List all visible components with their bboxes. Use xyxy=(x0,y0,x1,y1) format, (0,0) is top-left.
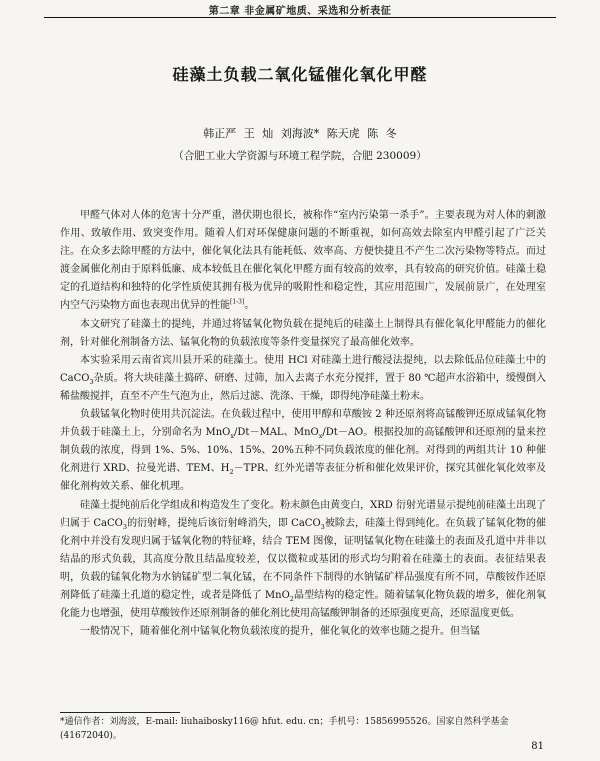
affiliation: （合肥工业大学资源与环境工程学院，合肥 230009） xyxy=(173,150,427,162)
paragraph-text: /Dt－MAL、MnO xyxy=(234,427,319,439)
subscript: 2 xyxy=(289,594,294,603)
paragraph-6 xyxy=(60,623,546,641)
paragraph-text: 本实验采用云南省宾川县开采的硅藻土。使用 HCl 对硅藻土进行酸浸法提纯，以去除低品位硅藻土中的 CaCO xyxy=(60,354,546,384)
paragraph-text: 负载锰氧化物时使用共沉淀法。在负载过程中，使用甲醇和草酸铵 2 种还原剂将高锰酸钾还原成锰氧化物并负载于硅藻土上，分别命名为 MnO xyxy=(60,409,546,439)
footnote: *通信作者：刘海波，E-mail: liuhaibosky116@ hfut. edu. cn；手机号：15856995526。国家自然科学基金(41672040)。 xyxy=(60,717,509,741)
paper-title: 硅藻土负载二氧化锰催化氧化甲醛 xyxy=(172,65,428,84)
paragraph-3 xyxy=(60,352,546,406)
subscript: 3 xyxy=(89,377,94,386)
paragraph-text: 甲醛气体对人体的危害十分严重，潜伏期也很长，被称作“室内污染第一杀手”。主要表现为对人体的刺激作用、致敏作用、致突变作用。随着人们对环保健康问题的不断重视，如何高效去除室内甲醛引起了广泛关注。在众多去除甲醛的方法中，催化氧化法具有能耗低、效率高、方便快捷且不产生二次污染物等特点。而过渡金属催化剂由于原料低廉、成本较低且在催化氧化甲醛方面有较高的效率，具有较高的研究价值。硅藻土稳定的孔道结构和独特的化学性质使其拥有极为优异的吸附性和稳定性，其应用范围广，发展前景广，在处理室内空气污染物方面也表现出优异的性能 xyxy=(60,210,546,312)
paragraph-5 xyxy=(60,497,546,624)
footnote-rule xyxy=(60,712,180,713)
paragraph-text: 晶型结构的稳定性。随着锰氧化物负载的增多，催化剂氧化能力也增强，使用草酸铵作还原剂制备的催化剂比使用高锰酸钾制备的还原强度更高，还原温度更低。 xyxy=(60,589,547,620)
header-rule xyxy=(44,17,556,18)
paragraph-2 xyxy=(60,316,546,352)
subscript: 3 xyxy=(122,522,128,531)
paragraph-text: /Dt－AO。根据投加的高锰酸钾和还原剂的量来控制负载的浓度，得到 1%、5%、10%、15%、20%五种不同负载浓度的催化剂。对得到的两组共计 10 种催化剂进行 XRD、拉曼光谱、TEM、H xyxy=(60,427,547,475)
body-text xyxy=(60,207,546,641)
subscript: x xyxy=(230,432,235,441)
paragraph-text: 杂质。将大块硅藻土捣碎、研磨、过筛，加入去离子水充分搅拌，置于 80 ℃超声水浴箱中，缓慢倒入稀盐酸搅拌，直至不产生气泡为止，然后过滤、洗涤、干燥，即得纯净硅藻土粉末。 xyxy=(60,372,546,402)
paragraph-1 xyxy=(60,207,546,316)
paragraph-text: 硅藻土提纯前后化学组成和构造发生了变化。粉末颜色由黄变白，XRD 衍射光谱显示提纯前硅藻土出现了归属于 CaCO xyxy=(60,499,546,529)
subscript: 2 xyxy=(229,468,234,477)
author-list: 韩正严 王 灿 刘海波* 陈天虎 陈 冬 xyxy=(203,127,397,140)
paragraph-text: 本文研究了硅藻土的提纯，并通过将锰氧化物负载在提纯后的硅藻土上制得具有催化氧化甲醛能力的催化剂，针对催化剂制备方法、锰氧化物的负载浓度等条件变量探究了最高催化效率。 xyxy=(60,318,546,348)
paragraph-text: 的衍射峰，提纯后该衍射峰消失，即 CaCO xyxy=(127,517,321,529)
paragraph-end: 。 xyxy=(244,300,255,312)
paragraph-4 xyxy=(60,406,546,496)
page-number: 81 xyxy=(531,741,544,752)
subscript: 3 xyxy=(320,522,325,531)
paragraph-text: －TPR、红外光谱等表征分析和催化效果评价，探究其催化氧化效率及催化剂构效关系、催化机理。 xyxy=(60,463,546,493)
paragraph-text: 一般情况下，随着催化剂中锰氧化物负载浓度的提升，催化氧化的效率也随之提升。但当锰 xyxy=(80,626,480,638)
reference-marker: [1-3] xyxy=(230,299,245,307)
paragraph-text: 被除去，硅藻土得到纯化。在负载了锰氧化物的催化剂中并没有发现归属于锰氧化物的特征峰，结合 TEM 图像，证明锰氧化物在硅藻土的表面及孔道中并非以结晶的形式负载，其高度分散且结晶度较差，仅以微粒或基团的形式均匀附着在硅藻土的表面。表征结果表明，负载的锰氧化物为水钠锰矿型二氧化锰，在不同条件下制得的水钠锰矿样品强度有所不同，草酸铵作还原剂降低了硅藻土孔道的稳定性，或者是降低了 MnO xyxy=(60,517,546,601)
running-head: 第二章 非金属矿地质、采选和分析表征 xyxy=(208,6,392,17)
subscript: x xyxy=(318,432,323,441)
